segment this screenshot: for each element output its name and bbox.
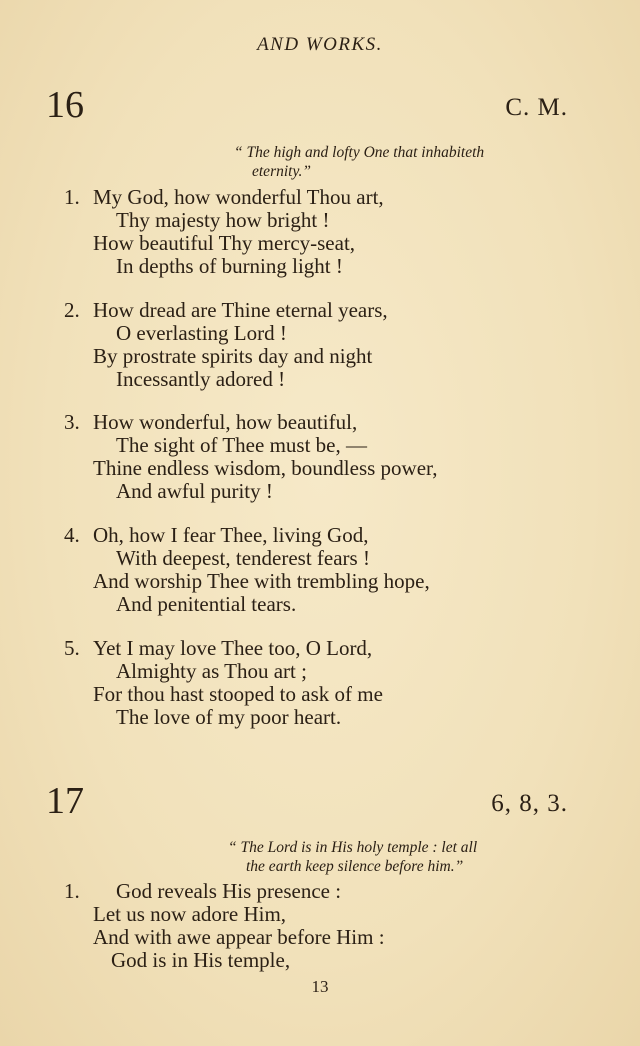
verse-text: My God, how wonderful Thou art,	[93, 185, 384, 209]
verse-text: How wonderful, how beautiful,	[93, 410, 358, 434]
verse-line: O everlasting Lord !	[116, 321, 287, 345]
hymn-number: 16	[46, 84, 84, 126]
stanza	[64, 524, 624, 616]
hymn-epigraph	[234, 143, 484, 181]
hymn-meter: C. M.	[505, 94, 568, 121]
epigraph-line: eternity.”	[252, 163, 311, 180]
hymn-epigraph	[228, 838, 477, 876]
stanza-number: 1.	[64, 185, 80, 209]
verse-line: Almighty as Thou art ;	[116, 659, 307, 683]
epigraph-line: “ The Lord is in His holy temple : let all	[228, 839, 478, 856]
verse-line: For thou hast stooped to ask of me	[93, 682, 383, 706]
verse-line: How beautiful Thy mercy-seat,	[93, 231, 356, 255]
verse-line: And awful purity !	[116, 479, 273, 503]
stanza	[64, 411, 624, 503]
stanza	[64, 186, 624, 278]
verse-line	[64, 411, 624, 434]
verse-line: Let us now adore Him,	[93, 902, 287, 926]
stanza-number: 5.	[64, 636, 80, 660]
verse-line: And with awe appear before Him :	[93, 925, 385, 949]
verse-line: With deepest, tenderest fears !	[116, 546, 370, 570]
verse-line	[64, 186, 624, 209]
epigraph-line: “ The high and lofty One that inhabiteth	[234, 144, 485, 161]
verse-text: God reveals His presence :	[116, 879, 342, 903]
verse-line	[64, 880, 624, 903]
verse-line: Thy majesty how bright !	[116, 208, 330, 232]
verse-line: Incessantly adored !	[116, 367, 286, 391]
stanza-number: 4.	[64, 523, 80, 547]
verse-line: Thine endless wisdom, boundless power,	[93, 456, 438, 480]
stanza-number: 2.	[64, 298, 80, 322]
verse-line: The love of my poor heart.	[116, 705, 342, 729]
stanza	[64, 299, 624, 391]
epigraph-line: the earth keep silence before him.”	[246, 858, 464, 875]
verse-text: Oh, how I fear Thee, living God,	[93, 523, 369, 547]
verse-line	[64, 299, 624, 322]
verse-line: The sight of Thee must be, —	[116, 433, 367, 457]
verse-line: And penitential tears.	[116, 592, 297, 616]
verse-text: Yet I may love Thee too, O Lord,	[93, 636, 373, 660]
hymn-meter: 6, 8, 3.	[491, 790, 568, 817]
stanza	[64, 637, 624, 729]
verse-line: And worship Thee with trembling hope,	[93, 569, 430, 593]
page-number: 13	[311, 977, 329, 996]
running-head: AND WORKS.	[257, 34, 383, 55]
hymn-number: 17	[46, 780, 84, 822]
stanza-number: 1.	[64, 879, 80, 903]
stanza	[64, 880, 624, 972]
verse-line	[64, 637, 624, 660]
verse-line	[64, 524, 624, 547]
verse-line: God is in His temple,	[111, 948, 291, 972]
verse-line: In depths of burning light !	[116, 254, 343, 278]
verse-line: By prostrate spirits day and night	[93, 344, 373, 368]
stanza-number: 3.	[64, 410, 80, 434]
verse-text: How dread are Thine eternal years,	[93, 298, 388, 322]
